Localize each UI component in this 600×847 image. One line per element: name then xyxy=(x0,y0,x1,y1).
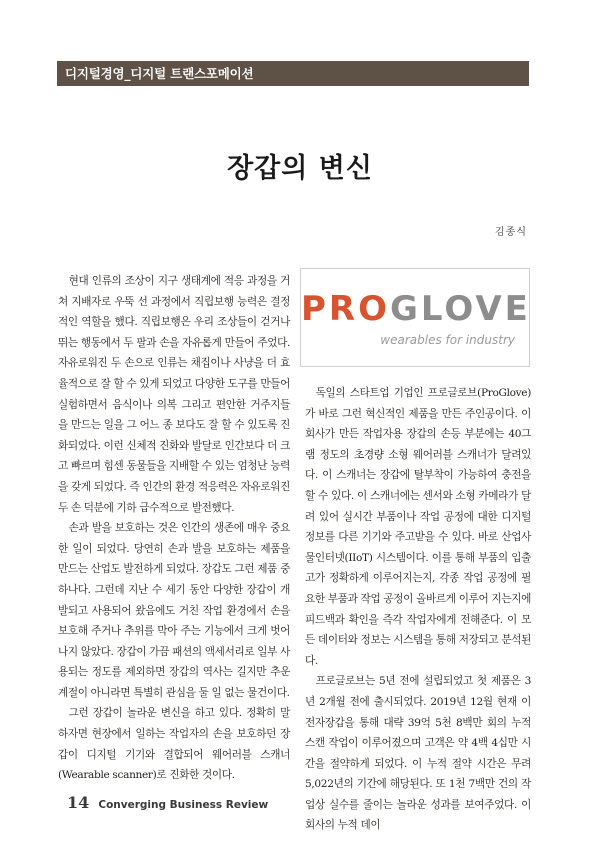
body-paragraph: 현대 인류의 조상이 지구 생태계에 적응 과정을 거쳐 지배자로 우뚝 선 과정에서 직립보행 능력은 결정적인 역할을 했다. 직립보행은 우리 조상들이 걷거나 뛰는 행동에서 두 팔과 손을 자유롭게 만들어 주었다. 자유로워진 두 손으로 인류는 채집이나 사냥을 더 효율적으로 잘 할 수 있게 되었고 다양한 도구를 만들어 실험하면서 음식이나 의복 그리고 편안한 거주지들을 만드는 일을 그 어느 종 보다도 잘 할 수 있도록 진화되었다. 이런 신체적 진화와 발달로 인간보다 더 크고 빠르며 힘센 동물들을 지배할 수 있는 엄청난 능력을 갖게 되었다. 즉 인간의 환경 적응력은 자유로워진 두 손 덕분에 기하 급수적으로 발전했다. xyxy=(58,275,290,514)
section-header-bar xyxy=(57,61,529,86)
left-column xyxy=(58,271,290,786)
logo-wordmark xyxy=(301,289,529,329)
body-paragraph: 독일의 스타트업 기업인 프로글로브(ProGlove)가 바로 그런 혁신적인 제품을 만든 주인공이다. 이 회사가 만든 작업자용 장갑의 손등 부분에는 40그램 정도의 초경량 소형 웨어러블 스캐너가 달려있다. 이 스캐너는 장갑에 탈부착이 가능하여 충전을 할 수 있다. 이 스캐너에는 센서와 소형 카메라가 달려 있어 실시간 부품이나 작업 공정에 대한 디지털 정보를 다른 기기와 주고받을 수 있다. 바로 산업사물인터넷(IIoT) 시스템이다. 이를 통해 부품의 입출고가 정확하게 이루어지는지, 각종 작업 공정에 필요한 부품과 작업 공정이 올바르게 이루어 지는지에 피드백과 확인을 즉각 작업자에게 전해준다. 이 모든 데이터와 정보는 시스템을 통해 저장되고 분석된다. xyxy=(305,387,531,667)
logo-tagline: wearables for industry xyxy=(380,333,515,347)
article-title: 장갑의 변신 xyxy=(227,153,373,184)
body-paragraph: 프로글로브는 5년 전에 설립되었고 첫 제품은 3년 2개월 전에 출시되었다. 2019년 12월 현재 이 전자장갑을 통해 대략 39억 5천 8백만 회의 누적 스캔 작업이 이루어졌으며 고객은 약 4백 4십만 시간을 절약하게 되었다. 이 누적 절약 시간은 무려 5,022년의 기간에 해당된다. 또 1천 7백만 건의 작업상 실수를 줄이는 놀라운 성과를 보여주었다. 이 회사의 누적 데이 xyxy=(305,675,531,832)
page-number: 14 xyxy=(67,793,90,812)
logo-pro-text: PRO xyxy=(301,289,391,329)
article-author: 김종식 xyxy=(495,227,527,238)
section-label: 디지털경영_디지털 트랜스포메이션 xyxy=(65,66,254,81)
right-column xyxy=(305,383,531,836)
body-paragraph: 그런 장갑이 놀라운 변신을 하고 있다. 정확히 말하자면 현장에서 일하는 작업자의 손을 보호하던 장갑이 디지털 기기와 결합되어 웨어러블 스캐너(Wearable scanner)로 진화한 것이다. xyxy=(58,707,290,782)
logo-glove-text: GLOVE xyxy=(390,289,531,329)
proglove-logo-image xyxy=(300,268,530,367)
journal-name: Converging Business Review xyxy=(98,799,269,811)
page-footer xyxy=(67,793,268,812)
body-paragraph: 손과 발을 보호하는 것은 인간의 생존에 매우 중요한 일이 되었다. 당연히 손과 발을 보호하는 제품을 만드는 산업도 발전하게 되었다. 장갑도 그런 제품 중 하나다. 그런데 지난 수 세기 동안 다양한 장갑이 개발되고 사용되어 왔음에도 거친 작업 환경에서 손을 보호해 주거나 추위를 막아 주는 기능에서 크게 벗어 나지 않았다. 장갑이 가끔 패션의 액세서리로 일부 사용되는 정도를 제외하면 장갑의 역사는 길지만 추운 계절이 아니라면 특별히 관심을 둘 일 없는 물건이다. xyxy=(58,522,290,699)
